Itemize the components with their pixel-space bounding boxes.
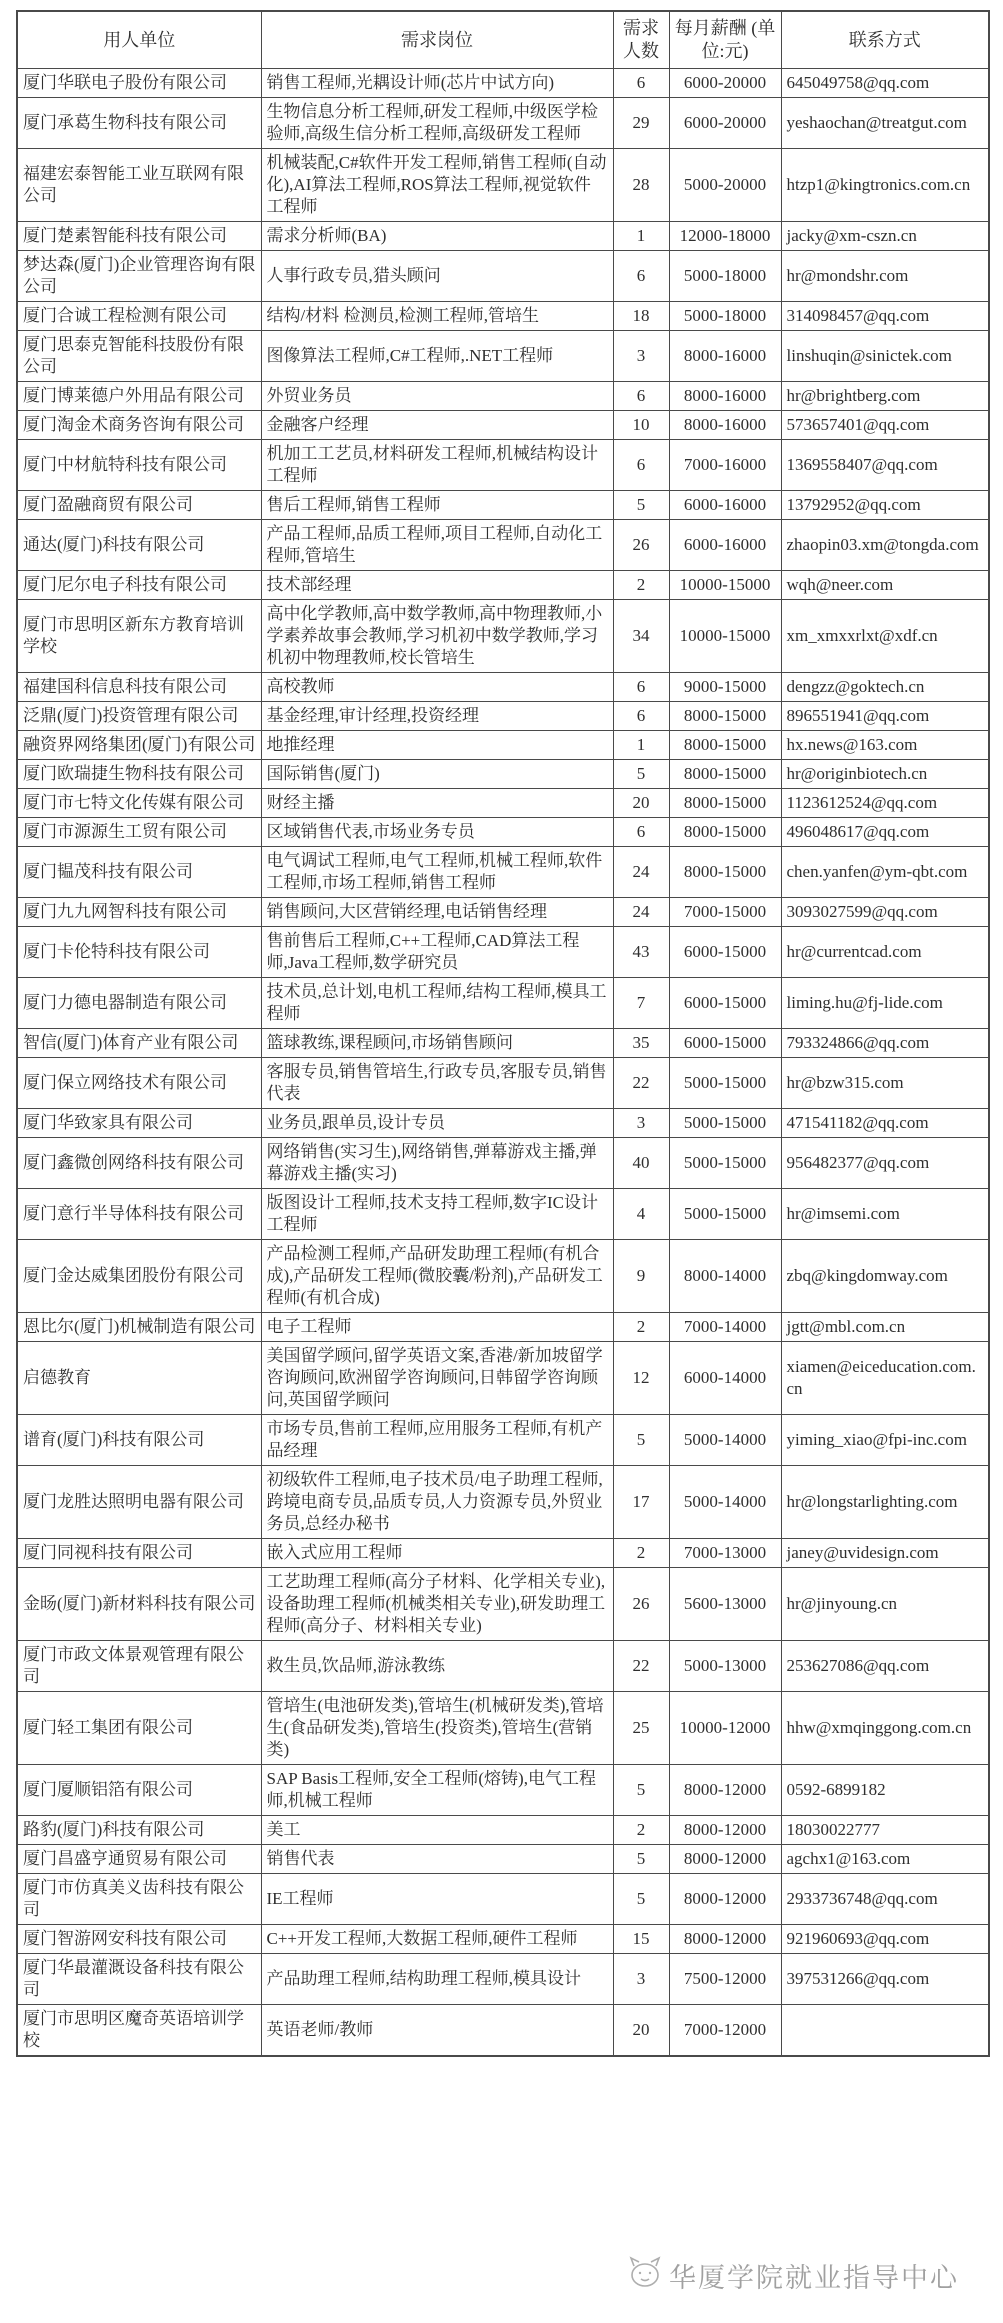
contact-cell: hr@originbiotech.cn (781, 760, 989, 789)
positions-cell: 救生员,饮品师,游泳教练 (261, 1641, 613, 1692)
company-cell: 厦门厦顺铝箔有限公司 (17, 1765, 261, 1816)
table-row (17, 1925, 989, 1954)
positions-cell: 英语老师/教师 (261, 2005, 613, 2057)
contact-cell: 573657401@qq.com (781, 411, 989, 440)
positions-cell: 网络销售(实习生),网络销售,弹幕游戏主播,弹幕游戏主播(实习) (261, 1138, 613, 1189)
contact-cell: 793324866@qq.com (781, 1029, 989, 1058)
salary-cell: 6000-15000 (669, 1029, 781, 1058)
positions-cell: 外贸业务员 (261, 382, 613, 411)
salary-cell: 8000-16000 (669, 411, 781, 440)
positions-cell: C++开发工程师,大数据工程师,硬件工程师 (261, 1925, 613, 1954)
salary-cell: 5000-15000 (669, 1189, 781, 1240)
count-cell: 1 (613, 222, 669, 251)
positions-cell: 高中化学教师,高中数学教师,高中物理教师,小学素养故事会教师,学习机初中数学教师,学习机初中物理教师,校长管培生 (261, 600, 613, 673)
salary-cell: 6000-20000 (669, 69, 781, 98)
company-cell: 智信(厦门)体育产业有限公司 (17, 1029, 261, 1058)
contact-cell: janey@uvidesign.com (781, 1539, 989, 1568)
positions-cell: 美工 (261, 1816, 613, 1845)
company-cell: 厦门盈融商贸有限公司 (17, 491, 261, 520)
company-cell: 金旸(厦门)新材料科技有限公司 (17, 1568, 261, 1641)
company-cell: 厦门保立网络技术有限公司 (17, 1058, 261, 1109)
salary-cell: 5000-14000 (669, 1466, 781, 1539)
count-cell: 40 (613, 1138, 669, 1189)
table-row (17, 898, 989, 927)
table-row (17, 222, 989, 251)
positions-cell: SAP Basis工程师,安全工程师(熔铸),电气工程师,机械工程师 (261, 1765, 613, 1816)
salary-cell: 5000-18000 (669, 251, 781, 302)
positions-cell: 销售顾问,大区营销经理,电话销售经理 (261, 898, 613, 927)
salary-cell: 5600-13000 (669, 1568, 781, 1641)
contact-cell: hr@bzw315.com (781, 1058, 989, 1109)
table-row (17, 1874, 989, 1925)
company-cell: 厦门智游网安科技有限公司 (17, 1925, 261, 1954)
table-row (17, 1539, 989, 1568)
count-cell: 24 (613, 898, 669, 927)
positions-cell: 金融客户经理 (261, 411, 613, 440)
table-row (17, 1189, 989, 1240)
count-cell: 24 (613, 847, 669, 898)
salary-cell: 8000-16000 (669, 331, 781, 382)
count-cell: 6 (613, 382, 669, 411)
positions-cell: 地推经理 (261, 731, 613, 760)
table-row (17, 331, 989, 382)
salary-cell: 10000-15000 (669, 600, 781, 673)
company-cell: 厦门同视科技有限公司 (17, 1539, 261, 1568)
positions-cell: 技术部经理 (261, 571, 613, 600)
contact-cell: jgtt@mbl.com.cn (781, 1313, 989, 1342)
table-row (17, 1415, 989, 1466)
table-row (17, 1240, 989, 1313)
company-cell: 路豹(厦门)科技有限公司 (17, 1816, 261, 1845)
table-row (17, 1954, 989, 2005)
contact-cell: 3093027599@qq.com (781, 898, 989, 927)
contact-cell: 921960693@qq.com (781, 1925, 989, 1954)
count-cell: 4 (613, 1189, 669, 1240)
count-cell: 1 (613, 731, 669, 760)
salary-cell: 5000-13000 (669, 1641, 781, 1692)
table-row (17, 69, 989, 98)
contact-cell: agchx1@163.com (781, 1845, 989, 1874)
company-cell: 厦门市七特文化传媒有限公司 (17, 789, 261, 818)
count-cell: 2 (613, 1816, 669, 1845)
table-row (17, 702, 989, 731)
contact-cell: hr@imsemi.com (781, 1189, 989, 1240)
company-cell: 厦门市仿真美义齿科技有限公司 (17, 1874, 261, 1925)
table-row (17, 440, 989, 491)
company-cell: 恩比尔(厦门)机械制造有限公司 (17, 1313, 261, 1342)
table-row (17, 978, 989, 1029)
header-salary: 每月薪酬 (单位:元) (669, 11, 781, 69)
count-cell: 9 (613, 1240, 669, 1313)
company-cell: 厦门华联电子股份有限公司 (17, 69, 261, 98)
count-cell: 6 (613, 251, 669, 302)
count-cell: 29 (613, 98, 669, 149)
table-row (17, 302, 989, 331)
company-cell: 厦门意行半导体科技有限公司 (17, 1189, 261, 1240)
header-positions: 需求岗位 (261, 11, 613, 69)
company-cell: 福建国科信息科技有限公司 (17, 673, 261, 702)
positions-cell: 区域销售代表,市场业务专员 (261, 818, 613, 847)
company-cell: 厦门博莱德户外用品有限公司 (17, 382, 261, 411)
salary-cell: 12000-18000 (669, 222, 781, 251)
table-row (17, 1568, 989, 1641)
positions-cell: 市场专员,售前工程师,应用服务工程师,有机产品经理 (261, 1415, 613, 1466)
count-cell: 7 (613, 978, 669, 1029)
company-cell: 厦门市思明区魔奇英语培训学校 (17, 2005, 261, 2057)
company-cell: 厦门华致家具有限公司 (17, 1109, 261, 1138)
count-cell: 2 (613, 1313, 669, 1342)
contact-cell: 496048617@qq.com (781, 818, 989, 847)
salary-cell: 6000-14000 (669, 1342, 781, 1415)
contact-cell: yiming_xiao@fpi-inc.com (781, 1415, 989, 1466)
table-row (17, 1845, 989, 1874)
count-cell: 15 (613, 1925, 669, 1954)
contact-cell: hr@jinyoung.cn (781, 1568, 989, 1641)
header-company: 用人单位 (17, 11, 261, 69)
company-cell: 谱育(厦门)科技有限公司 (17, 1415, 261, 1466)
count-cell: 20 (613, 2005, 669, 2057)
contact-cell: hr@currentcad.com (781, 927, 989, 978)
contact-cell: zbq@kingdomway.com (781, 1240, 989, 1313)
table-row (17, 411, 989, 440)
salary-cell: 8000-15000 (669, 847, 781, 898)
table-row (17, 571, 989, 600)
salary-cell: 10000-15000 (669, 571, 781, 600)
contact-cell: linshuqin@sinictek.com (781, 331, 989, 382)
count-cell: 2 (613, 1539, 669, 1568)
count-cell: 5 (613, 760, 669, 789)
salary-cell: 6000-15000 (669, 978, 781, 1029)
table-row (17, 98, 989, 149)
count-cell: 3 (613, 1109, 669, 1138)
count-cell: 43 (613, 927, 669, 978)
salary-cell: 8000-14000 (669, 1240, 781, 1313)
positions-cell: 销售代表 (261, 1845, 613, 1874)
positions-cell: 国际销售(厦门) (261, 760, 613, 789)
table-row (17, 1313, 989, 1342)
table-row (17, 251, 989, 302)
contact-cell: chen.yanfen@ym-qbt.com (781, 847, 989, 898)
salary-cell: 5000-15000 (669, 1138, 781, 1189)
count-cell: 3 (613, 331, 669, 382)
table-row (17, 1641, 989, 1692)
salary-cell: 6000-16000 (669, 491, 781, 520)
table-row (17, 149, 989, 222)
salary-cell: 8000-15000 (669, 760, 781, 789)
positions-cell: 业务员,跟单员,设计专员 (261, 1109, 613, 1138)
company-cell: 厦门昌盛亨通贸易有限公司 (17, 1845, 261, 1874)
positions-cell: 图像算法工程师,C#工程师,.NET工程师 (261, 331, 613, 382)
salary-cell: 5000-15000 (669, 1058, 781, 1109)
job-table-header (17, 11, 989, 69)
positions-cell: 生物信息分析工程师,研发工程师,中级医学检验师,高级生信分析工程师,高级研发工程师 (261, 98, 613, 149)
salary-cell: 10000-12000 (669, 1692, 781, 1765)
positions-cell: 电气调试工程师,电气工程师,机械工程师,软件工程师,市场工程师,销售工程师 (261, 847, 613, 898)
count-cell: 10 (613, 411, 669, 440)
positions-cell: 需求分析师(BA) (261, 222, 613, 251)
positions-cell: 版图设计工程师,技术支持工程师,数字IC设计工程师 (261, 1189, 613, 1240)
company-cell: 厦门淘金术商务咨询有限公司 (17, 411, 261, 440)
count-cell: 26 (613, 1568, 669, 1641)
contact-cell: htzp1@kingtronics.com.cn (781, 149, 989, 222)
count-cell: 6 (613, 702, 669, 731)
table-row (17, 1109, 989, 1138)
positions-cell: 人事行政专员,猎头顾问 (261, 251, 613, 302)
positions-cell: 结构/材料 检测员,检测工程师,管培生 (261, 302, 613, 331)
count-cell: 17 (613, 1466, 669, 1539)
salary-cell: 5000-14000 (669, 1415, 781, 1466)
table-row (17, 818, 989, 847)
company-cell: 厦门欧瑞捷生物科技有限公司 (17, 760, 261, 789)
watermark-text: 华厦学院就业指导中心 (669, 2263, 959, 2293)
salary-cell: 8000-15000 (669, 702, 781, 731)
company-cell: 启德教育 (17, 1342, 261, 1415)
company-cell: 融资界网络集团(厦门)有限公司 (17, 731, 261, 760)
contact-cell: 956482377@qq.com (781, 1138, 989, 1189)
salary-cell: 7500-12000 (669, 1954, 781, 2005)
contact-cell: zhaopin03.xm@tongda.com (781, 520, 989, 571)
contact-cell: jacky@xm-cszn.cn (781, 222, 989, 251)
table-row (17, 1138, 989, 1189)
salary-cell: 6000-16000 (669, 520, 781, 571)
table-row (17, 520, 989, 571)
salary-cell: 8000-12000 (669, 1845, 781, 1874)
company-cell: 厦门九九网智科技有限公司 (17, 898, 261, 927)
count-cell: 25 (613, 1692, 669, 1765)
company-cell: 厦门市思明区新东方教育培训学校 (17, 600, 261, 673)
positions-cell: 售前售后工程师,C++工程师,CAD算法工程师,Java工程师,数学研究员 (261, 927, 613, 978)
table-row (17, 1058, 989, 1109)
salary-cell: 7000-13000 (669, 1539, 781, 1568)
company-cell: 厦门市源源生工贸有限公司 (17, 818, 261, 847)
count-cell: 26 (613, 520, 669, 571)
positions-cell: 产品检测工程师,产品研发助理工程师(有机合成),产品研发工程师(微胶囊/粉剂),产品研发工程师(有机合成) (261, 1240, 613, 1313)
company-cell: 厦门思泰克智能科技股份有限公司 (17, 331, 261, 382)
company-cell: 梦达森(厦门)企业管理咨询有限公司 (17, 251, 261, 302)
job-table (16, 10, 990, 2057)
company-cell: 厦门韫茂科技有限公司 (17, 847, 261, 898)
contact-cell: hr@mondshr.com (781, 251, 989, 302)
count-cell: 20 (613, 789, 669, 818)
company-cell: 泛鼎(厦门)投资管理有限公司 (17, 702, 261, 731)
positions-cell: IE工程师 (261, 1874, 613, 1925)
company-cell: 厦门鑫微创网络科技有限公司 (17, 1138, 261, 1189)
count-cell: 6 (613, 440, 669, 491)
table-row (17, 731, 989, 760)
contact-cell: 13792952@qq.com (781, 491, 989, 520)
company-cell: 通达(厦门)科技有限公司 (17, 520, 261, 571)
table-row (17, 760, 989, 789)
job-table-body (17, 69, 989, 2057)
table-row (17, 1466, 989, 1539)
contact-cell: 1369558407@qq.com (781, 440, 989, 491)
positions-cell: 技术员,总计划,电机工程师,结构工程师,模具工程师 (261, 978, 613, 1029)
count-cell: 6 (613, 818, 669, 847)
salary-cell: 7000-14000 (669, 1313, 781, 1342)
count-cell: 6 (613, 69, 669, 98)
count-cell: 12 (613, 1342, 669, 1415)
positions-cell: 管培生(电池研发类),管培生(机械研发类),管培生(食品研发类),管培生(投资类),管培生(营销类) (261, 1692, 613, 1765)
header-contact: 联系方式 (781, 11, 989, 69)
table-row (17, 847, 989, 898)
positions-cell: 高校教师 (261, 673, 613, 702)
table-row (17, 1816, 989, 1845)
count-cell: 6 (613, 673, 669, 702)
salary-cell: 5000-15000 (669, 1109, 781, 1138)
count-cell: 5 (613, 491, 669, 520)
positions-cell: 嵌入式应用工程师 (261, 1539, 613, 1568)
contact-cell: 397531266@qq.com (781, 1954, 989, 2005)
positions-cell: 销售工程师,光耦设计师(芯片中试方向) (261, 69, 613, 98)
contact-cell: 2933736748@qq.com (781, 1874, 989, 1925)
company-cell: 厦门合诚工程检测有限公司 (17, 302, 261, 331)
positions-cell: 基金经理,审计经理,投资经理 (261, 702, 613, 731)
positions-cell: 篮球教练,课程顾问,市场销售顾问 (261, 1029, 613, 1058)
company-cell: 厦门金达威集团股份有限公司 (17, 1240, 261, 1313)
salary-cell: 8000-12000 (669, 1765, 781, 1816)
positions-cell: 工艺助理工程师(高分子材料、化学相关专业),设备助理工程师(机械类相关专业),研发助理工程师(高分子、材料相关专业) (261, 1568, 613, 1641)
salary-cell: 9000-15000 (669, 673, 781, 702)
table-row (17, 382, 989, 411)
count-cell: 22 (613, 1058, 669, 1109)
contact-cell: 0592-6899182 (781, 1765, 989, 1816)
contact-cell: wqh@neer.com (781, 571, 989, 600)
contact-cell: xm_xmxxrlxt@xdf.cn (781, 600, 989, 673)
table-row (17, 1029, 989, 1058)
company-cell: 厦门华最灌溉设备科技有限公司 (17, 1954, 261, 2005)
company-cell: 厦门承葛生物科技有限公司 (17, 98, 261, 149)
salary-cell: 5000-18000 (669, 302, 781, 331)
positions-cell: 财经主播 (261, 789, 613, 818)
positions-cell: 产品助理工程师,结构助理工程师,模具设计 (261, 1954, 613, 2005)
contact-cell: xiamen@eiceducation.com.cn (781, 1342, 989, 1415)
mascot-face-icon (626, 2254, 664, 2297)
salary-cell: 8000-15000 (669, 818, 781, 847)
company-cell: 厦门市政文体景观管理有限公司 (17, 1641, 261, 1692)
salary-cell: 7000-12000 (669, 2005, 781, 2057)
watermark (620, 2252, 965, 2299)
positions-cell: 机加工工艺员,材料研发工程师,机械结构设计工程师 (261, 440, 613, 491)
contact-cell: yeshaochan@treatgut.com (781, 98, 989, 149)
count-cell: 5 (613, 1765, 669, 1816)
table-row (17, 600, 989, 673)
contact-cell: hr@longstarlighting.com (781, 1466, 989, 1539)
count-cell: 35 (613, 1029, 669, 1058)
count-cell: 22 (613, 1641, 669, 1692)
table-row (17, 2005, 989, 2057)
salary-cell: 6000-20000 (669, 98, 781, 149)
contact-cell: liming.hu@fj-lide.com (781, 978, 989, 1029)
company-cell: 厦门楚素智能科技有限公司 (17, 222, 261, 251)
contact-cell: dengzz@goktech.cn (781, 673, 989, 702)
salary-cell: 8000-15000 (669, 789, 781, 818)
count-cell: 2 (613, 571, 669, 600)
table-row (17, 1342, 989, 1415)
salary-cell: 8000-12000 (669, 1816, 781, 1845)
contact-cell: hx.news@163.com (781, 731, 989, 760)
company-cell: 厦门力德电器制造有限公司 (17, 978, 261, 1029)
salary-cell: 8000-12000 (669, 1925, 781, 1954)
table-row (17, 927, 989, 978)
count-cell: 5 (613, 1845, 669, 1874)
positions-cell: 客服专员,销售管培生,行政专员,客服专员,销售代表 (261, 1058, 613, 1109)
contact-cell: 1123612524@qq.com (781, 789, 989, 818)
salary-cell: 8000-12000 (669, 1874, 781, 1925)
salary-cell: 6000-15000 (669, 927, 781, 978)
table-row (17, 1765, 989, 1816)
count-cell: 3 (613, 1954, 669, 2005)
contact-cell: 896551941@qq.com (781, 702, 989, 731)
table-row (17, 673, 989, 702)
salary-cell: 8000-16000 (669, 382, 781, 411)
company-cell: 厦门卡伦特科技有限公司 (17, 927, 261, 978)
company-cell: 厦门龙胜达照明电器有限公司 (17, 1466, 261, 1539)
count-cell: 5 (613, 1874, 669, 1925)
table-row (17, 1692, 989, 1765)
count-cell: 5 (613, 1415, 669, 1466)
contact-cell: 253627086@qq.com (781, 1641, 989, 1692)
contact-cell: 314098457@qq.com (781, 302, 989, 331)
contact-cell (781, 2005, 989, 2057)
positions-cell: 初级软件工程师,电子技术员/电子助理工程师,跨境电商专员,品质专员,人力资源专员,外贸业务员,总经办秘书 (261, 1466, 613, 1539)
company-cell: 厦门尼尔电子科技有限公司 (17, 571, 261, 600)
header-row (17, 11, 989, 69)
contact-cell: 471541182@qq.com (781, 1109, 989, 1138)
contact-cell: 18030022777 (781, 1816, 989, 1845)
table-row (17, 491, 989, 520)
table-row (17, 789, 989, 818)
header-count: 需求人数 (613, 11, 669, 69)
positions-cell: 售后工程师,销售工程师 (261, 491, 613, 520)
company-cell: 福建宏泰智能工业互联网有限公司 (17, 149, 261, 222)
positions-cell: 机械装配,C#软件开发工程师,销售工程师(自动化),AI算法工程师,ROS算法工程师,视觉软件工程师 (261, 149, 613, 222)
company-cell: 厦门中材航特科技有限公司 (17, 440, 261, 491)
count-cell: 18 (613, 302, 669, 331)
positions-cell: 美国留学顾问,留学英语文案,香港/新加坡留学咨询顾问,欧洲留学咨询顾问,日韩留学咨询顾问,英国留学顾问 (261, 1342, 613, 1415)
company-cell: 厦门轻工集团有限公司 (17, 1692, 261, 1765)
contact-cell: hr@brightberg.com (781, 382, 989, 411)
salary-cell: 5000-20000 (669, 149, 781, 222)
contact-cell: 645049758@qq.com (781, 69, 989, 98)
count-cell: 34 (613, 600, 669, 673)
positions-cell: 电子工程师 (261, 1313, 613, 1342)
contact-cell: hhw@xmqinggong.com.cn (781, 1692, 989, 1765)
salary-cell: 7000-15000 (669, 898, 781, 927)
positions-cell: 产品工程师,品质工程师,项目工程师,自动化工程师,管培生 (261, 520, 613, 571)
count-cell: 28 (613, 149, 669, 222)
salary-cell: 7000-16000 (669, 440, 781, 491)
salary-cell: 8000-15000 (669, 731, 781, 760)
